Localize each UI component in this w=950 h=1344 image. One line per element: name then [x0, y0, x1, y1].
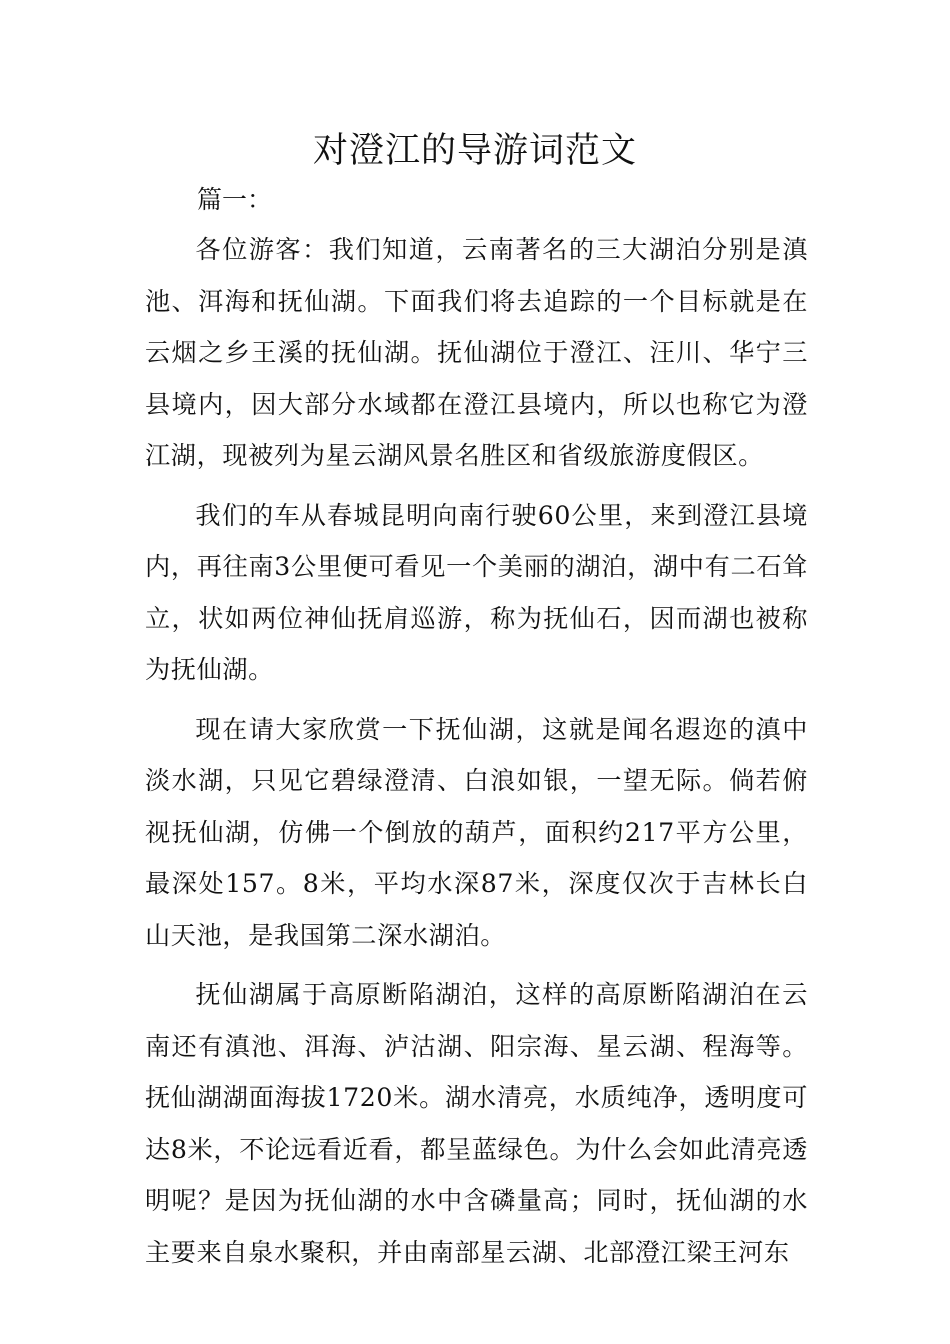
- document-title: 对澄江的导游词范文: [312, 131, 637, 171]
- paragraph: 各位游客：我们知道，云南著名的三大湖泊分别是滇池、洱海和抚仙湖。下面我们将去追踪的一个目标就是在云烟之乡王溪的抚仙湖。抚仙湖位于澄江、汪川、华宁三县境内，因大部分水域都在澄江县境内，所以也称它为澄江湖，现被列为星云湖风景名胜区和省级旅游度假区。: [145, 235, 808, 470]
- paragraph: 抚仙湖属于高原断陷湖泊，这样的高原断陷湖泊在云南还有滇池、洱海、泸沽湖、阳宗海、星云湖、程海等。抚仙湖湖面海拔1720米。湖水清亮，水质纯净，透明度可达8米，不论远看近看，都呈蓝绿色。为什么会如此清亮透明呢？是因为抚仙湖的水中含磷量高；同时，抚仙湖的水主要来自泉水聚积，并由南部星云湖、北部澄江梁王河东: [145, 980, 808, 1267]
- section-label: 篇一：: [197, 185, 273, 214]
- paragraph: 我们的车从春城昆明向南行驶60公里，来到澄江县境内，再往南3公里便可看见一个美丽的湖泊，湖中有二石耸立，状如两位神仙抚肩巡游，称为抚仙石，因而湖也被称为抚仙湖。: [145, 500, 808, 684]
- document-body: [145, 224, 808, 1286]
- paragraph: 现在请大家欣赏一下抚仙湖，这就是闻名遐迩的滇中淡水湖，只见它碧绿澄清、白浪如银，一望无际。倘若俯视抚仙湖，仿佛一个倒放的葫芦，面积约217平方公里，最深处157。8米，平均水深87米，深度仅次于吉林长白山天池，是我国第二深水湖泊。: [145, 714, 808, 950]
